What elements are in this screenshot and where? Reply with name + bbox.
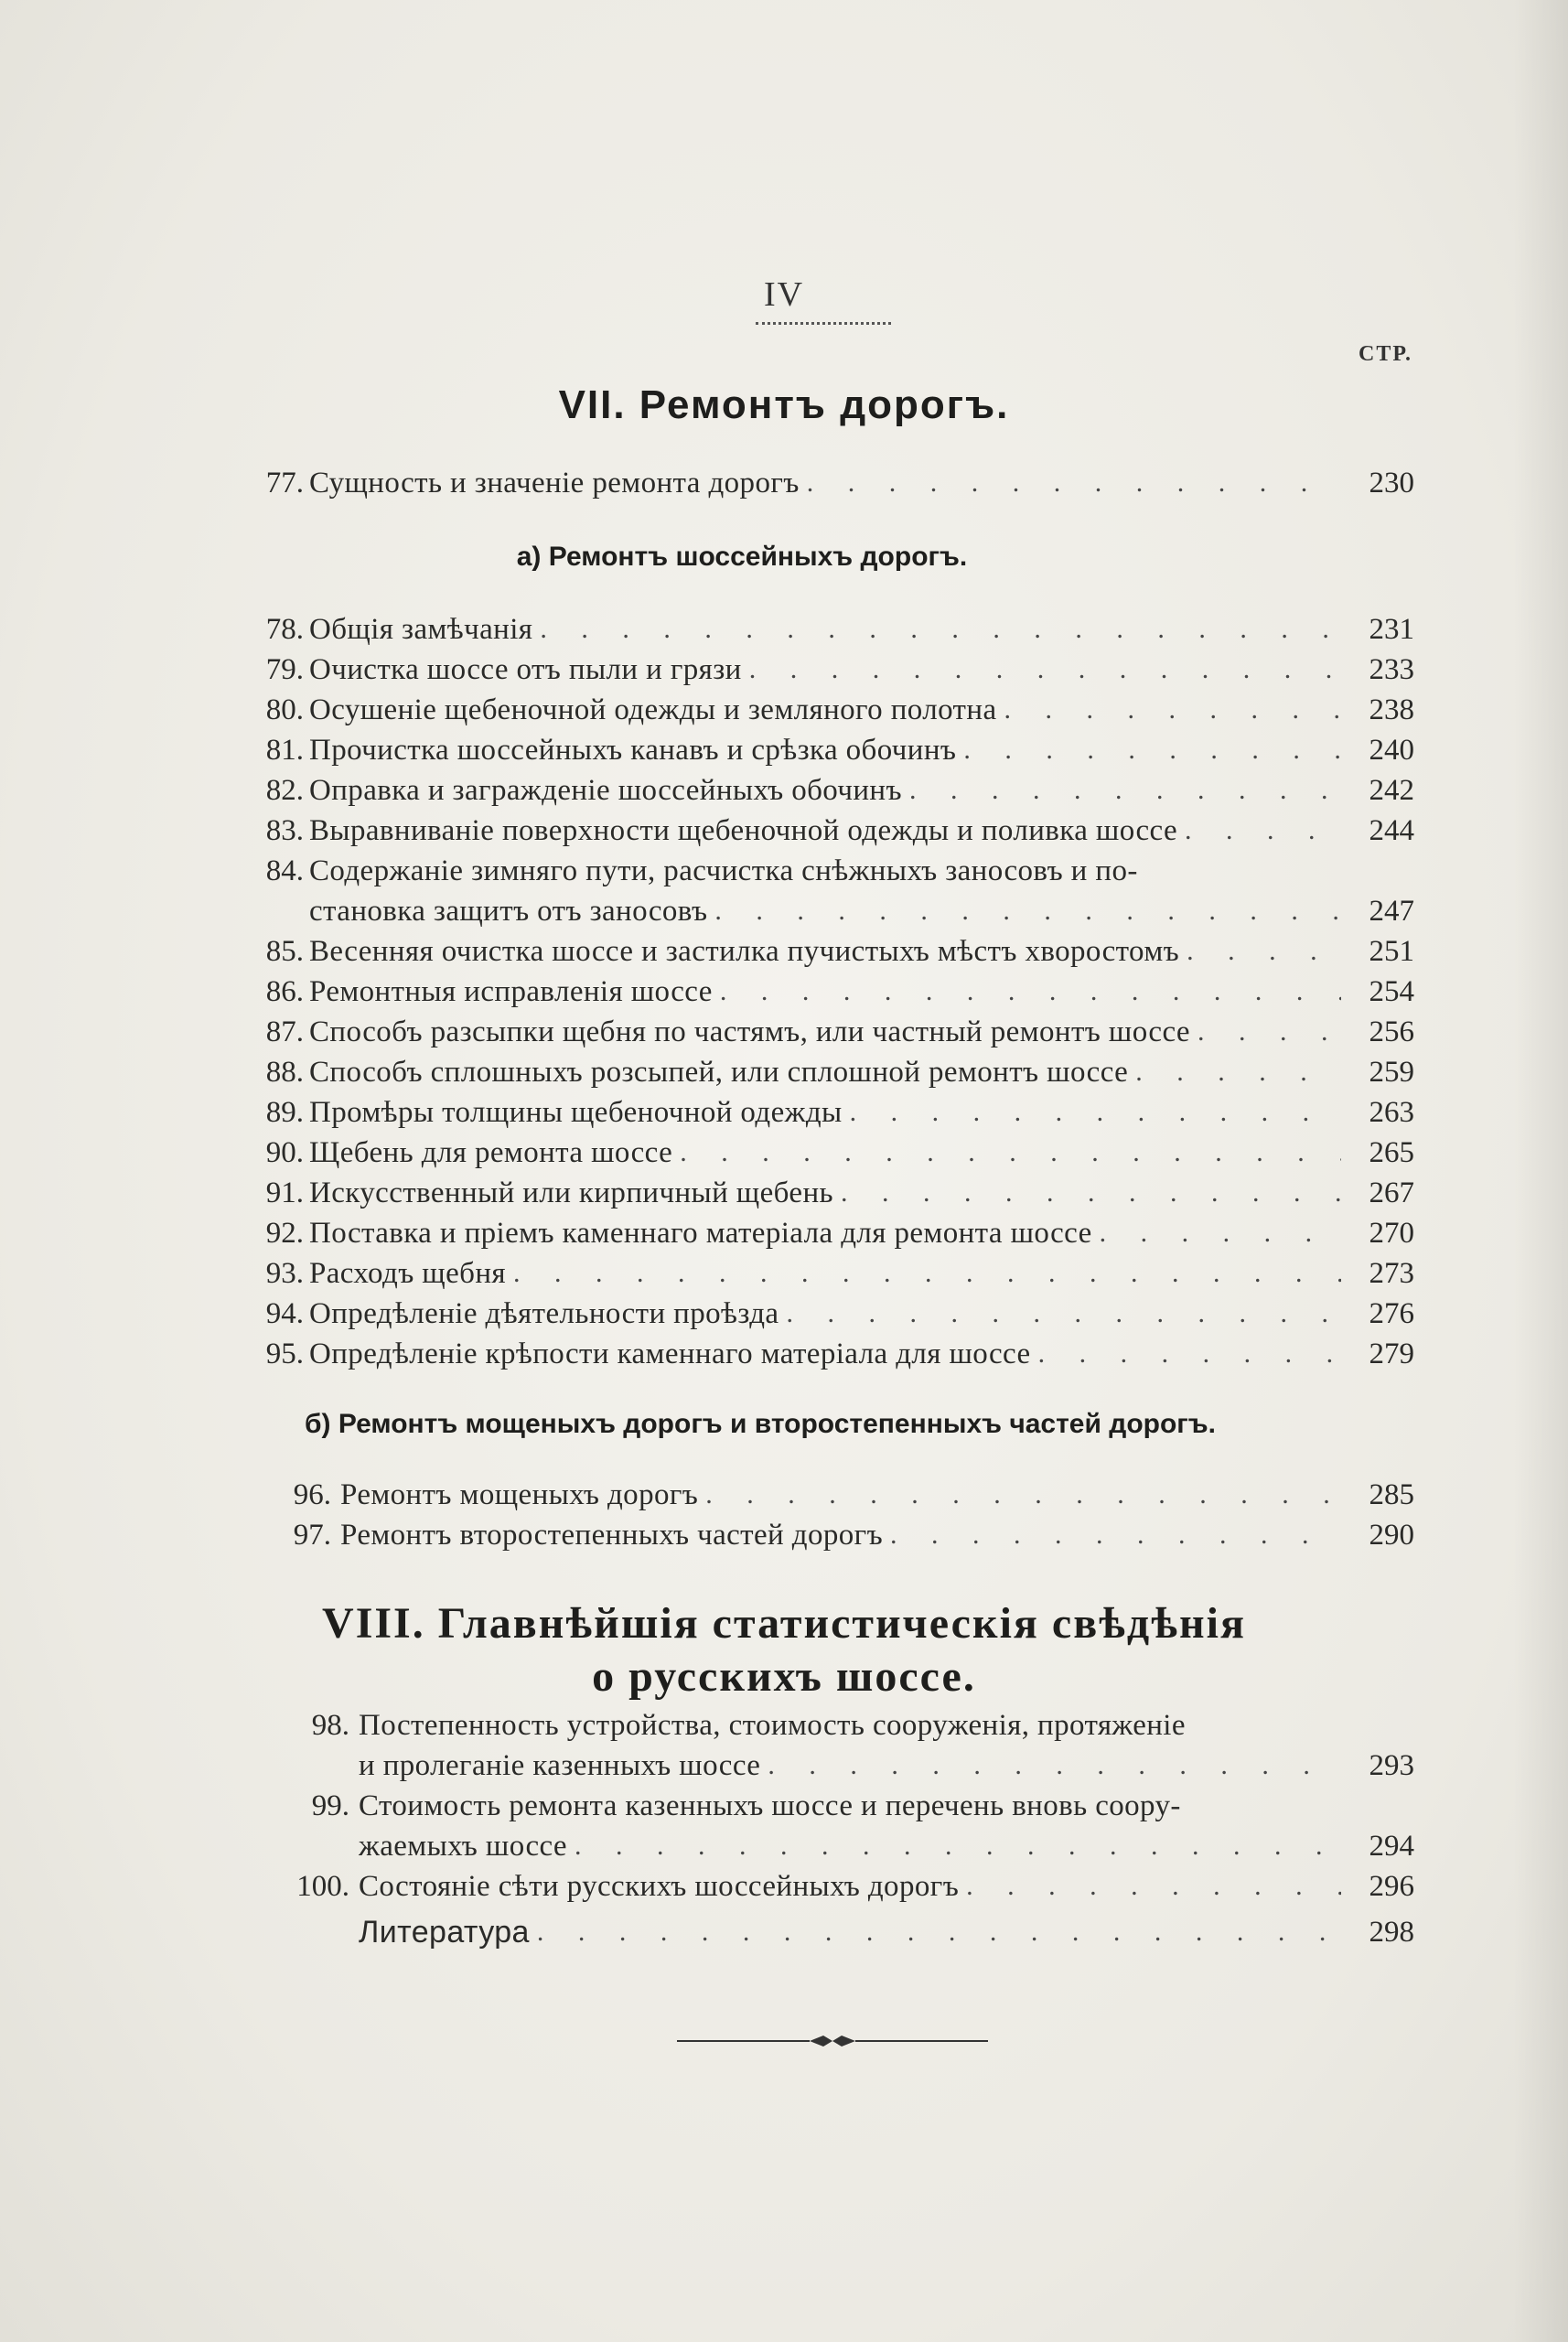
entry-number: 97. <box>293 1519 331 1552</box>
toc-entry-81[interactable] <box>220 730 1414 770</box>
toc-entry-84[interactable] <box>220 851 1414 891</box>
entry-number: 89. <box>265 1096 304 1129</box>
entry-number: 100. <box>296 1870 349 1903</box>
entry-title: Общія замѣчанія <box>309 613 533 646</box>
dot-leader <box>720 972 1341 1012</box>
entry-page: 296 <box>1369 1870 1414 1903</box>
page-edge-shadow <box>1513 0 1568 2342</box>
entry-title: Ремонтныя исправленія шоссе <box>309 975 713 1008</box>
chapter-7-title: VII. Ремонтъ дорогъ. <box>558 382 1010 427</box>
dot-leader <box>537 1912 1341 1952</box>
entry-title-continuation: становка защитъ отъ заносовъ <box>309 895 708 928</box>
dot-leader <box>786 1294 1341 1334</box>
section-b-title: б) Ремонтъ мощеныхъ дорогъ и второстепенныхъ частей дорогъ. <box>305 1409 1216 1439</box>
dot-leader <box>680 1133 1341 1173</box>
dot-leader <box>850 1092 1341 1133</box>
toc-entry-83[interactable] <box>220 811 1414 851</box>
entry-number: 84. <box>265 854 304 887</box>
dot-leader <box>890 1515 1341 1555</box>
entry-page: 298 <box>1369 1916 1414 1949</box>
entry-number: 80. <box>265 693 304 726</box>
entry-page: 242 <box>1369 774 1414 807</box>
entry-title: Ремонтъ мощеныхъ дорогъ <box>340 1478 699 1511</box>
entry-number: 87. <box>265 1015 304 1048</box>
entry-number: 96. <box>293 1478 331 1511</box>
entry-title: Способъ сплошныхъ розсыпей, или сплошной ремонтъ шоссе <box>309 1056 1129 1089</box>
entry-page: 276 <box>1369 1297 1414 1330</box>
dot-leader <box>909 770 1341 811</box>
page-number: IV <box>763 275 805 314</box>
entry-page: 238 <box>1369 693 1414 726</box>
entry-title-continuation: и пролеганіе казенныхъ шоссе <box>359 1749 761 1782</box>
entry-number: 81. <box>265 734 304 767</box>
toc-entry-89[interactable] <box>220 1092 1414 1133</box>
entry-title: Осушеніе щебеночной одежды и земляного полотна <box>309 693 997 726</box>
dot-leader <box>966 1866 1341 1907</box>
dot-leader <box>841 1173 1341 1213</box>
entry-title: Ремонтъ второстепенныхъ частей дорогъ <box>340 1519 884 1552</box>
entry-title: Оправка и загражденіе шоссейныхъ обочинъ <box>309 774 902 807</box>
entry-page: 265 <box>1369 1136 1414 1169</box>
entry-page: 290 <box>1369 1519 1414 1552</box>
dot-leader <box>1135 1052 1341 1092</box>
dot-leader <box>1038 1334 1341 1374</box>
entry-title: Промѣры толщины щебеночной одежды <box>309 1096 843 1129</box>
dot-leader <box>963 730 1341 770</box>
entry-number: 91. <box>265 1176 304 1209</box>
entry-title: Способъ разсыпки щебня по частямъ, или частный ремонтъ шоссе <box>309 1015 1190 1048</box>
toc-entry-92[interactable] <box>220 1213 1414 1253</box>
toc-entry-99-continuation[interactable] <box>247 1826 1414 1866</box>
entry-number: 99. <box>311 1789 349 1822</box>
entry-number: 83. <box>265 814 304 847</box>
toc-entry-79[interactable] <box>220 650 1414 690</box>
toc-entry-82[interactable] <box>220 770 1414 811</box>
entry-title: Опредѣленіе крѣпости каменнаго матеріала для шоссе <box>309 1338 1031 1370</box>
dot-leader <box>513 1253 1341 1294</box>
toc-entry-96[interactable] <box>229 1475 1414 1515</box>
toc-entry-98-continuation[interactable] <box>247 1746 1414 1786</box>
entry-title: Искусственный или кирпичный щебень <box>309 1176 833 1209</box>
entry-number: 77. <box>265 467 304 500</box>
entry-page: 231 <box>1369 613 1414 646</box>
entry-page: 263 <box>1369 1096 1414 1129</box>
dot-leader <box>1187 931 1341 972</box>
entry-title: Сущность и значеніе ремонта дорогъ <box>309 467 800 500</box>
chapter-8-title <box>0 1597 1568 1703</box>
toc-entry-literature[interactable] <box>247 1912 1414 1952</box>
entry-page: 230 <box>1369 467 1414 500</box>
toc-entry-77[interactable] <box>220 463 1414 503</box>
page-number-dotted-rule <box>756 322 891 325</box>
entry-number: 90. <box>265 1136 304 1169</box>
entry-number: 92. <box>265 1217 304 1250</box>
entry-number: 82. <box>265 774 304 807</box>
dot-leader <box>575 1826 1341 1866</box>
entry-title: Литература <box>359 1915 530 1950</box>
entry-title: Поставка и пріемъ каменнаго матеріала для ремонта шоссе <box>309 1217 1092 1250</box>
entry-page: 256 <box>1369 1015 1414 1048</box>
entry-page: 247 <box>1369 895 1414 928</box>
entry-number: 88. <box>265 1056 304 1089</box>
toc-entry-97[interactable] <box>229 1515 1414 1555</box>
entry-page: 240 <box>1369 734 1414 767</box>
toc-entry-84-continuation[interactable] <box>220 891 1414 931</box>
entry-number: 79. <box>265 653 304 686</box>
entry-number: 98. <box>311 1709 349 1742</box>
entry-title: Очистка шоссе отъ пыли и грязи <box>309 653 742 686</box>
toc-entry-93[interactable] <box>220 1253 1414 1294</box>
toc-entry-78[interactable] <box>220 609 1414 650</box>
chapter-8-title-line-1: VIII. Главнѣйшія статистическія свѣдѣнія <box>322 1599 1246 1648</box>
entry-title: Щебень для ремонта шоссе <box>309 1136 673 1169</box>
entry-title: Расходъ щебня <box>309 1257 506 1290</box>
entry-title: Опредѣленіе дѣятельности проѣзда <box>309 1297 779 1330</box>
toc-entry-98[interactable] <box>247 1705 1414 1746</box>
dot-leader <box>1100 1213 1341 1253</box>
entry-page: 233 <box>1369 653 1414 686</box>
dot-leader <box>705 1475 1341 1515</box>
toc-entry-91[interactable] <box>220 1173 1414 1213</box>
toc-entry-85[interactable] <box>220 931 1414 972</box>
section-a-title: а) Ремонтъ шоссейныхъ дорогъ. <box>516 542 968 572</box>
entry-title: Содержаніе зимняго пути, расчистка снѣжныхъ заносовъ и по- <box>309 854 1138 887</box>
entry-title: Состояніе сѣти русскихъ шоссейныхъ дорогъ <box>359 1870 960 1903</box>
ornament-divider-icon <box>677 2027 988 2055</box>
dot-leader <box>540 609 1341 650</box>
toc-entry-86[interactable] <box>220 972 1414 1012</box>
entry-page: 285 <box>1369 1478 1414 1511</box>
toc-entry-95[interactable] <box>220 1334 1414 1374</box>
entry-page: 267 <box>1369 1176 1414 1209</box>
entry-number: 94. <box>265 1297 304 1330</box>
entry-title: Выравниваніе поверхности щебеночной одежды и поливка шоссе <box>309 814 1177 847</box>
dot-leader <box>714 891 1341 931</box>
toc-entry-94[interactable] <box>220 1294 1414 1334</box>
entry-number: 86. <box>265 975 304 1008</box>
dot-leader <box>1197 1012 1341 1052</box>
entry-page: 251 <box>1369 935 1414 968</box>
page-column-label: СТР. <box>1359 342 1412 366</box>
toc-entry-90[interactable] <box>220 1133 1414 1173</box>
dot-leader <box>1185 811 1341 851</box>
toc-entry-100[interactable] <box>247 1866 1414 1907</box>
toc-entry-87[interactable] <box>220 1012 1414 1052</box>
entry-title: Стоимость ремонта казенныхъ шоссе и перечень вновь соору- <box>359 1789 1181 1822</box>
toc-entry-88[interactable] <box>220 1052 1414 1092</box>
entry-page: 259 <box>1369 1056 1414 1089</box>
entry-number: 93. <box>265 1257 304 1290</box>
entry-title-continuation: жаемыхъ шоссе <box>359 1830 567 1863</box>
entry-page: 293 <box>1369 1749 1414 1782</box>
entry-page: 294 <box>1369 1830 1414 1863</box>
toc-entry-80[interactable] <box>220 690 1414 730</box>
chapter-8-title-line-2: о русскихъ шоссе. <box>592 1652 976 1701</box>
entry-page: 279 <box>1369 1338 1414 1370</box>
entry-title: Весенняя очистка шоссе и застилка пучистыхъ мѣстъ хворостомъ <box>309 935 1180 968</box>
entry-page: 244 <box>1369 814 1414 847</box>
entry-page: 270 <box>1369 1217 1414 1250</box>
dot-leader <box>1004 690 1342 730</box>
toc-entry-99[interactable] <box>247 1786 1414 1826</box>
entry-number: 85. <box>265 935 304 968</box>
entry-page: 254 <box>1369 975 1414 1008</box>
entry-number: 78. <box>265 613 304 646</box>
entry-title: Постепенность устройства, стоимость сооруженія, протяженіе <box>359 1709 1186 1742</box>
dot-leader <box>768 1746 1341 1786</box>
entry-number: 95. <box>265 1338 304 1370</box>
entry-title: Прочистка шоссейныхъ канавъ и срѣзка обочинъ <box>309 734 957 767</box>
dot-leader <box>807 463 1341 503</box>
entry-page: 273 <box>1369 1257 1414 1290</box>
dot-leader <box>749 650 1341 690</box>
